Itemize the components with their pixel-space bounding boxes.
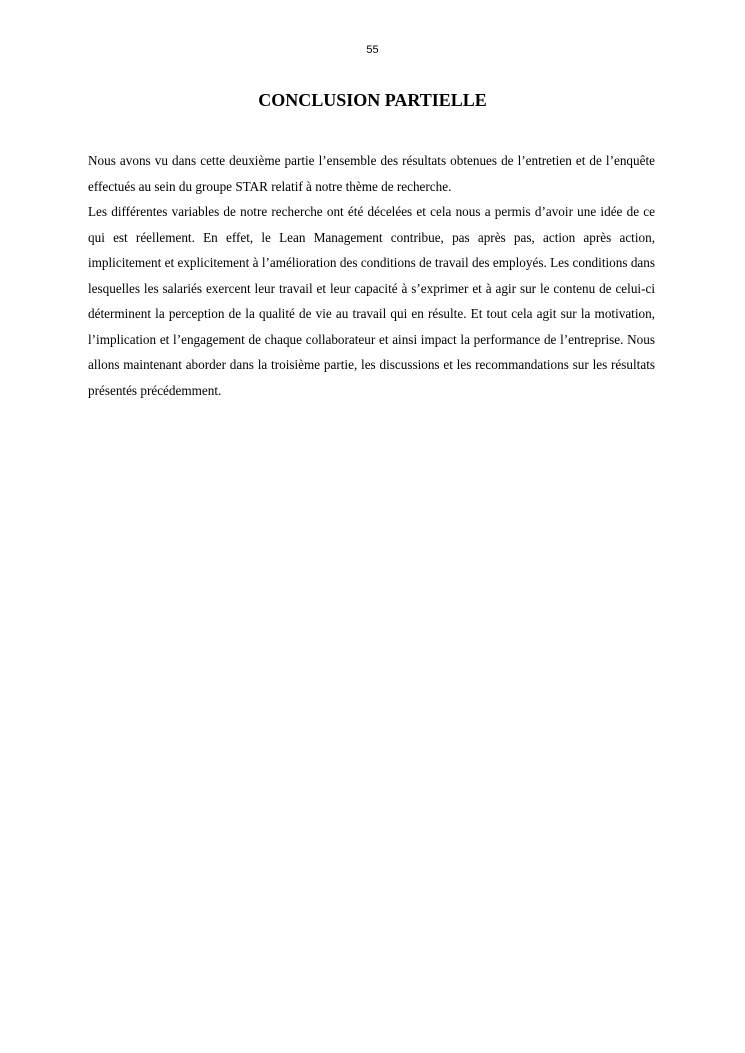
paragraph: Les différentes variables de notre recherche ont été décelées et cela nous a permis d’avoir une idée de ce qui est réellement. En effet, le Lean Management contribue, pas après pas, action après action, implicitement et explicitement à l’amélioration des conditions de travail des employés. Les conditions dans lesquelles les salariés exercent leur travail et leur capacité à s’exprimer et à agir sur le contenu de celui-ci déterminent la perception de la qualité de vie au travail qui en résulte. Et tout cela agit sur la motivation, l’implication et l’engagement de chaque collaborateur et ainsi impact la performance de l’entreprise. Nous allons maintenant aborder dans la troisième partie, les discussions et les recommandations sur les résultats présentés précédemment. bbox=[88, 204, 655, 398]
body-text bbox=[88, 148, 655, 403]
paragraph: Nous avons vu dans cette deuxième partie l’ensemble des résultats obtenues de l’entretien et de l’enquête effectués au sein du groupe STAR relatif à notre thème de recherche. bbox=[88, 153, 655, 194]
page-number: 55 bbox=[366, 44, 379, 56]
section-title: CONCLUSION PARTIELLE bbox=[258, 90, 487, 110]
